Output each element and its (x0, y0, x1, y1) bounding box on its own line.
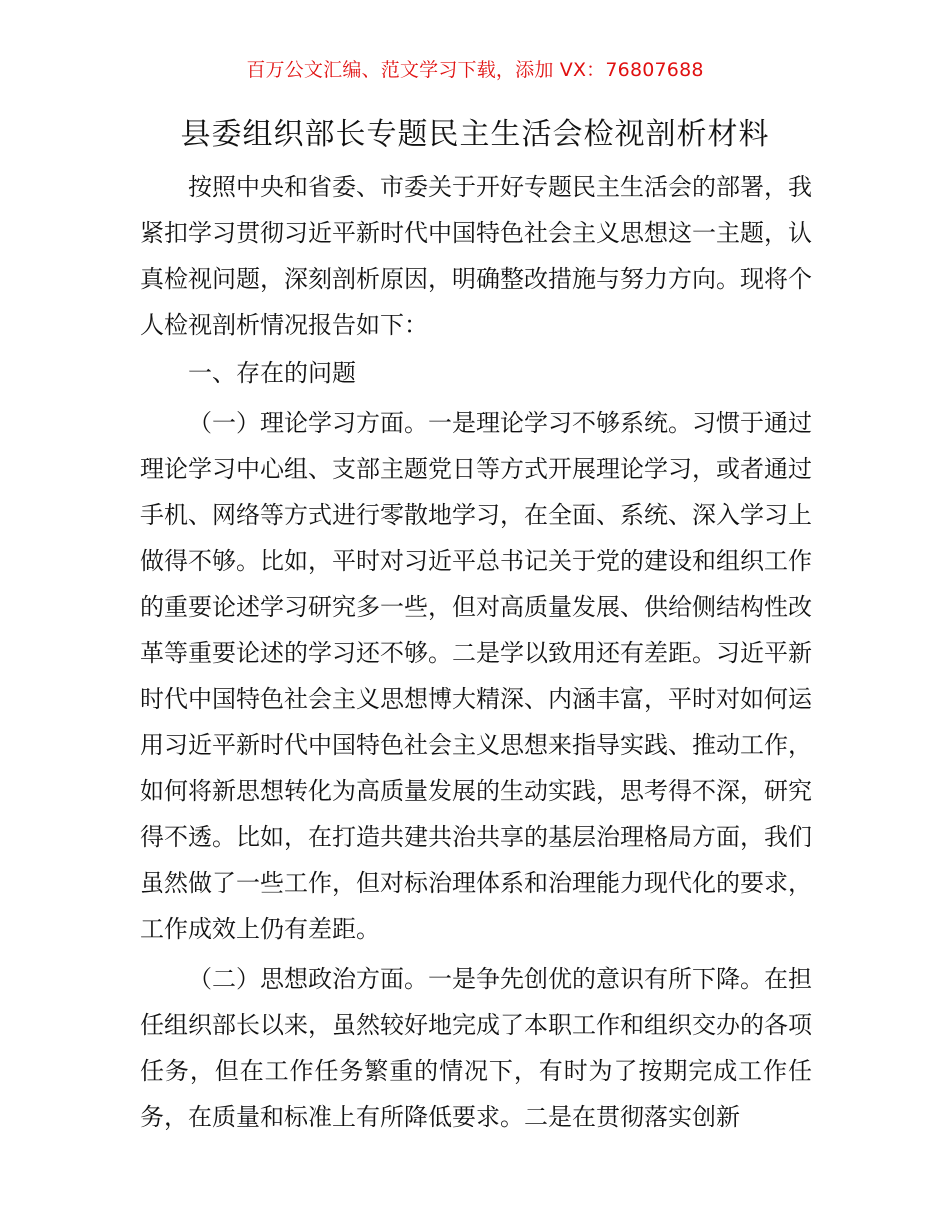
document-title: 县委组织部长专题民主生活会检视剖析材料 (180, 117, 770, 152)
watermark-header: 百万公文汇编、范文学习下载，添加 VX：76807688 (246, 59, 704, 81)
intro-paragraph: 按照中央和省委、市委关于开好专题民主生活会的部署，我紧扣学习贯彻习近平新时代中国特色社会主义思想这一主题，认真检视问题，深刻剖析原因，明确整改措施与努力方向。现将个人检视剖析情况报告如下： (140, 173, 812, 339)
paragraph-theory-study: （一）理论学习方面。一是理论学习不够系统。习惯于通过理论学习中心组、支部主题党日等方式开展理论学习，或者通过手机、网络等方式进行零散地学习，在全面、系统、深入学习上做得不够。比如，平时对习近平总书记关于党的建设和组织工作的重要论述学习研究多一些，但对高质量发展、供给侧结构性改革等重要论述的学习还不够。二是学以致用还有差距。习近平新时代中国特色社会主义思想博大精深、内涵丰富，平时对如何运用习近平新时代中国特色社会主义思想来指导实践、推动工作，如何将新思想转化为高质量发展的生动实践，思考得不深，研究得不透。比如，在打造共建共治共享的基层治理格局方面，我们虽然做了一些工作，但对标治理体系和治理能力现代化的要求，工作成效上仍有差距。 (140, 409, 812, 943)
document-body (140, 164, 812, 1140)
section-heading: 一、存在的问题 (188, 359, 356, 387)
paragraph-ideology-politics: （二）思想政治方面。一是争先创优的意识有所下降。在担任组织部长以来，虽然较好地完成了本职工作和组织交办的各项任务，但在工作任务繁重的情况下，有时为了按期完成工作任务，在质量和标准上有所降低要求。二是在贯彻落实创新 (140, 965, 812, 1131)
